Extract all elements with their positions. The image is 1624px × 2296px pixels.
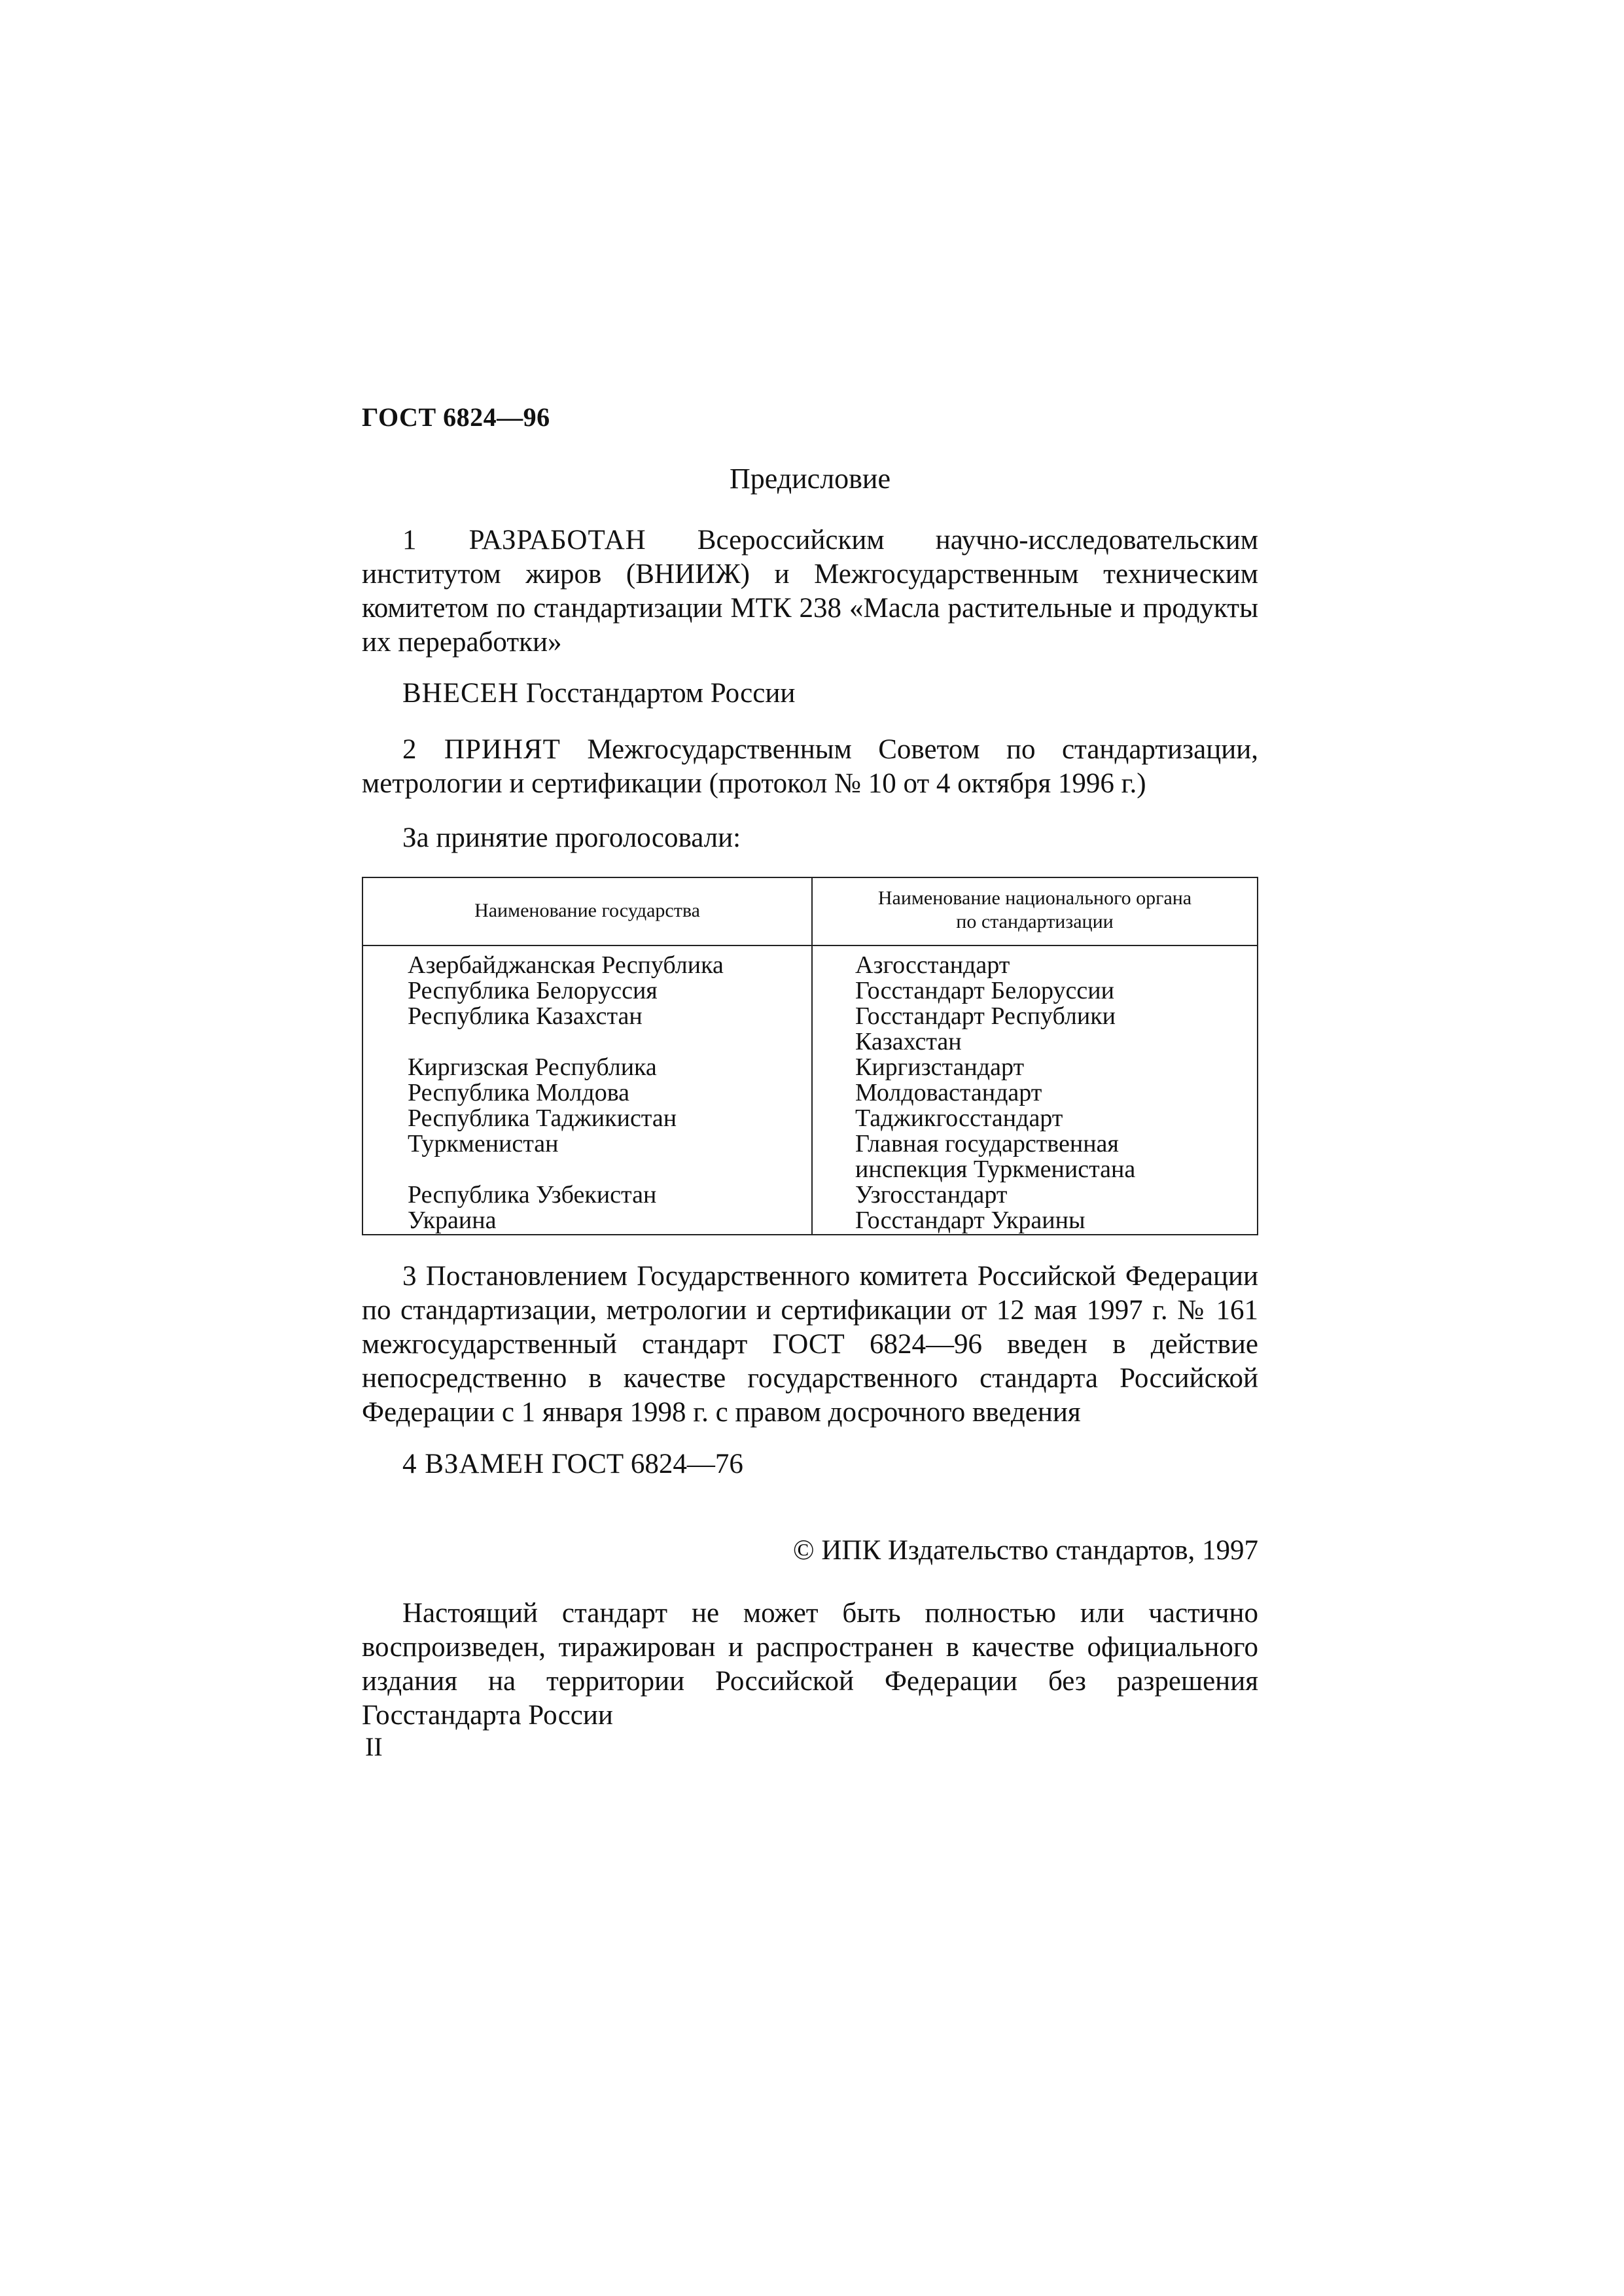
table-cell-national-body: Госстандарт Республики <box>855 1002 1116 1030</box>
legal-notice: Настоящий стандарт не может быть полностью или частично воспроизведен, тиражирован и распространен в качестве официального издания на территории Российской Федерации без разрешения Госстандарта России <box>362 1598 1258 1731</box>
paragraph-adopted-text: Межгосударственным Советом по стандартизации, метрологии и сертификации (протокол № 10 от 4 октября 1996 г.) <box>362 734 1258 799</box>
table-cell-state: Республика Таджикистан <box>408 1104 677 1132</box>
paragraph-developed <box>362 523 1258 660</box>
table-cell-national-body: Таджикгосстандарт <box>855 1104 1063 1132</box>
table-cell-national-body: Молдовастандарт <box>855 1079 1042 1106</box>
table-cell-national-body: Главная государственная <box>855 1130 1119 1157</box>
table-cell-state: Туркменистан <box>408 1130 559 1157</box>
table-header-state: Наименование государства <box>474 900 700 921</box>
paragraph-introduced-text: Госстандартом России <box>519 678 796 709</box>
vote-table <box>362 877 1258 1235</box>
paragraph-introduced <box>362 677 1258 711</box>
paragraph-developed-text: Всероссийским научно-исследовательским институтом жиров (ВНИИЖ) и Межгосударственным техническим комитетом по стандартизации МТК 238 «Масла растительные и продукты их переработки» <box>362 525 1258 658</box>
table-column-states <box>408 953 800 1233</box>
table-column-national-bodies <box>855 953 1248 1233</box>
page-title: Предисловие <box>730 463 891 495</box>
paragraph-replaces-text: ГОСТ 6824—76 <box>544 1449 743 1479</box>
copyright-notice: © ИПК Издательство стандартов, 1997 <box>792 1535 1258 1566</box>
paragraph-developed-lead: 1 РАЗРАБОТАН <box>402 525 646 556</box>
page-number: II <box>365 1732 383 1761</box>
paragraph-resolution: 3 Постановлением Государственного комитета Российской Федерации по стандартизации, метрологии и сертификации от 12 мая 1997 г. № 161 межгосударственный стандарт ГОСТ 6824—96 введен в действие непосредственно в качестве государственного стандарта Российской Федерации с 1 января 1998 г. с правом досрочного введения <box>362 1261 1258 1428</box>
table-cell-state: Киргизская Республика <box>408 1053 657 1081</box>
table-cell-national-body: Госстандарт Белоруссии <box>855 977 1114 1004</box>
table-cell-state: Республика Молдова <box>408 1079 630 1106</box>
paragraph-adopted-lead: 2 ПРИНЯТ <box>402 734 561 765</box>
vote-intro: За принятие проголосовали: <box>402 822 741 853</box>
table-cell-state: Республика Узбекистан <box>408 1181 657 1209</box>
table-header-national-body <box>813 887 1257 934</box>
paragraph-replaces-lead: 4 ВЗАМЕН <box>402 1449 545 1479</box>
table-cell-state: Республика Казахстан <box>408 1002 643 1030</box>
table-cell-national-body: Казахстан <box>855 1028 962 1055</box>
paragraph-adopted <box>362 733 1258 801</box>
table-cell-national-body: инспекция Туркменистана <box>855 1156 1136 1183</box>
table-cell-state: Азербайджанская Республика <box>408 951 724 979</box>
table-cell-state-empty <box>408 1157 800 1182</box>
table-header-national-body-line2: по стандартизации <box>956 911 1114 932</box>
table-cell-national-body: Узгосстандарт <box>855 1181 1008 1209</box>
table-cell-national-body: Госстандарт Украины <box>855 1207 1086 1234</box>
paragraph-introduced-lead: ВНЕСЕН <box>402 678 519 709</box>
paragraph-replaces <box>362 1447 1258 1481</box>
table-cell-national-body: Азгосстандарт <box>855 951 1010 979</box>
table-header-divider <box>363 945 1257 946</box>
table-cell-state: Республика Белоруссия <box>408 977 658 1004</box>
document-id: ГОСТ 6824—96 <box>362 402 550 432</box>
table-header-national-body-line1: Наименование национального органа <box>877 887 1192 909</box>
table-cell-state-empty <box>408 1029 800 1055</box>
table-cell-state: Украина <box>408 1207 497 1234</box>
table-cell-national-body: Киргизстандарт <box>855 1053 1025 1081</box>
